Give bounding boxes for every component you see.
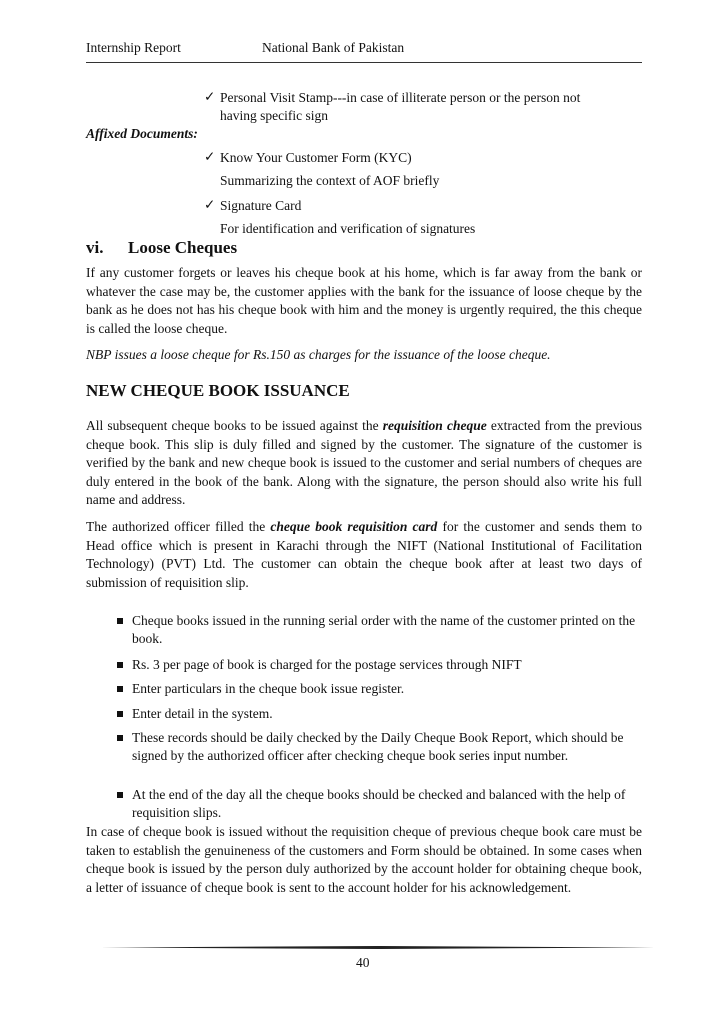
requisition-card-emphasis: cheque book requisition card [270,519,438,534]
requisition-cheque-emphasis: requisition cheque [382,418,487,433]
bullet-icon [117,662,123,668]
check-icon: ✓ [204,149,216,164]
signature-card-item: Signature Card [220,198,302,213]
loose-cheques-heading: Loose Cheques [128,238,238,257]
page-number: 40 [356,955,370,970]
affixed-documents-label: Affixed Documents: [86,126,198,141]
new-cheque-paragraph-2 [86,518,642,592]
new-cheque-paragraph-1 [86,417,642,510]
text-run: extracted from the previous cheque book. This slip is duly filled and signed by the customer. The signature of the customer is verified by the bank and new cheque book is issued to the customer and serial numbers of cheques are duly entered in the book of the bank. Along with the signature, the person should also write his full name and address. [86,418,643,507]
signature-card-subtext: For identification and verification of signatures [220,221,476,236]
check-icon: ✓ [204,89,216,104]
kyc-subtext: Summarizing the context of AOF briefly [220,173,440,188]
list-item: Enter particulars in the cheque book issue register. [132,681,405,696]
text-run: The authorized officer filled the [86,519,271,534]
bullet-icon [117,686,123,692]
text-run: for the customer and sends them to Head office which is present in Karachi through the NIFT (National Institutional of Facilitation Technology) (PVT) Ltd. The customer can obtain the cheque book after at least two days of submission of requisition slip. [86,519,642,590]
header-bank-name: National Bank of Pakistan [262,40,405,55]
visit-stamp-line2: having specific sign [220,108,328,123]
bullet-icon [117,792,123,798]
list-item: Cheque books issued in the running serial order with the name of the customer printed on the book. [132,613,636,646]
kyc-item: Know Your Customer Form (KYC) [220,150,412,165]
closing-paragraph: In case of cheque book is issued without the requisition cheque of previous cheque book care must be taken to establish the genuineness of the customers and Form should be obtained. In some cases when cheque book is issued by the person duly authorized by the account holder for obtaining cheque book, a letter of issuance of cheque book is sent to the account holder for his acknowledgement. [86,824,642,895]
loose-cheque-fee-note: NBP issues a loose cheque for Rs.150 as charges for the issuance of the loose cheque. [86,347,551,362]
bullet-icon [117,711,123,717]
bullet-icon [117,735,123,741]
list-item: These records should be daily checked by the Daily Cheque Book Report, which should be signed by the authorized officer after checking cheque book series input number. [132,730,624,763]
footer-rule [100,946,655,949]
header-report-title: Internship Report [86,40,181,55]
loose-cheques-paragraph: If any customer forgets or leaves his cheque book at his home, which is far away from the bank or whatever the case may be, the customer applies with the bank for the issuance of loose cheque by the bank as he does not has his cheque book with him and the money is urgently required, the this cheque is called the loose cheque. [86,265,642,336]
new-cheque-book-heading: NEW CHEQUE BOOK ISSUANCE [86,381,350,400]
bullet-icon [117,618,123,624]
visit-stamp-line1: Personal Visit Stamp---in case of illiterate person or the person not [220,90,581,105]
list-item: At the end of the day all the cheque books should be checked and balanced with the help of requisition slips. [132,787,626,820]
list-item: Enter detail in the system. [132,706,273,721]
check-icon: ✓ [204,197,216,212]
list-item: Rs. 3 per page of book is charged for the postage services through NIFT [132,657,522,672]
header-rule [86,62,642,63]
section-number: vi. [86,238,104,257]
visit-stamp-item [220,89,580,125]
text-run: All subsequent cheque books to be issued against the [86,418,383,433]
